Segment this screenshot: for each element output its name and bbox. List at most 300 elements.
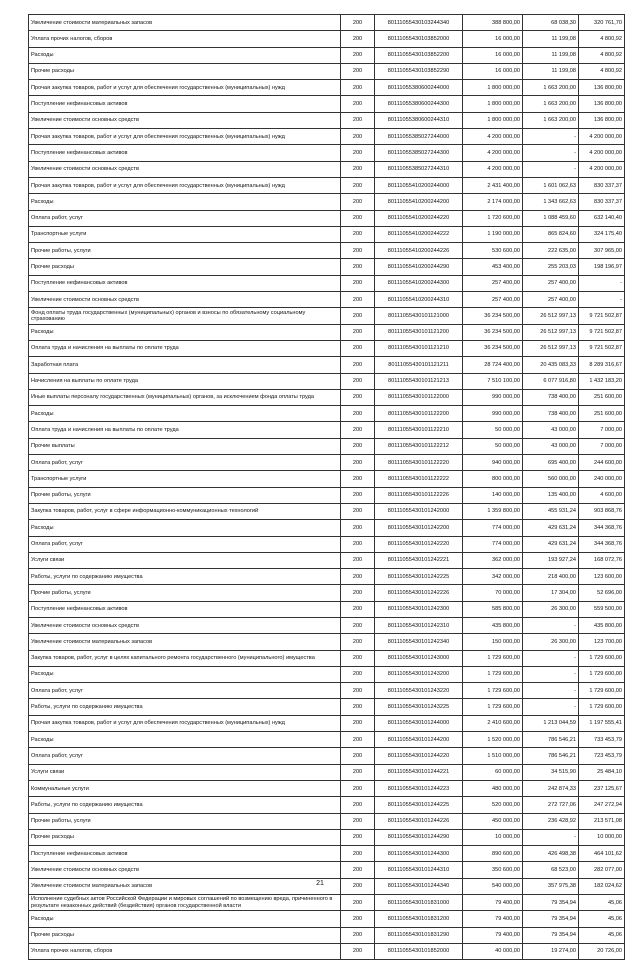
row-name: Закупка товаров, работ, услуг в сфере информационно-коммуникационных технологий xyxy=(29,503,341,519)
row-unexecuted-amount: 723 453,79 xyxy=(579,748,625,764)
table-row xyxy=(29,520,625,536)
row-unexecuted-amount: 136 800,00 xyxy=(579,96,625,112)
row-approved-amount: 1 800 000,00 xyxy=(463,96,523,112)
row-budget-code: 80111055430101243000 xyxy=(375,650,463,666)
row-name: Услуги связи xyxy=(29,552,341,568)
row-name: Поступление нефинансовых активов xyxy=(29,96,341,112)
row-unexecuted-amount: 45,06 xyxy=(579,911,625,927)
row-approved-amount: 28 724 400,00 xyxy=(463,357,523,373)
row-unexecuted-amount: 559 500,00 xyxy=(579,601,625,617)
table-row xyxy=(29,308,625,324)
expenses-table-body xyxy=(29,15,625,960)
row-line-code: 200 xyxy=(341,259,375,275)
row-name: Поступление нефинансовых активов xyxy=(29,145,341,161)
row-budget-code: 80111055430101122210 xyxy=(375,422,463,438)
row-line-code: 200 xyxy=(341,406,375,422)
row-budget-code: 80111055430101121000 xyxy=(375,308,463,324)
row-name: Оплата работ, услуг xyxy=(29,455,341,471)
row-name: Прочая закупка товаров, работ и услуг для обеспечения государственных (муниципальных) нужд xyxy=(29,129,341,145)
row-approved-amount: 50 000,00 xyxy=(463,438,523,454)
row-approved-amount: 1 720 600,00 xyxy=(463,210,523,226)
row-executed-amount: 255 203,03 xyxy=(523,259,579,275)
table-row xyxy=(29,177,625,193)
row-budget-code: 80111055410200244290 xyxy=(375,259,463,275)
row-executed-amount: 455 931,24 xyxy=(523,503,579,519)
table-row xyxy=(29,601,625,617)
row-executed-amount: 865 824,60 xyxy=(523,226,579,242)
budget-execution-sheet xyxy=(28,14,624,960)
row-approved-amount: 257 400,00 xyxy=(463,292,523,308)
row-unexecuted-amount: 282 077,00 xyxy=(579,862,625,878)
row-approved-amount: 70 000,00 xyxy=(463,585,523,601)
row-line-code: 200 xyxy=(341,797,375,813)
row-executed-amount: - xyxy=(523,617,579,633)
row-line-code: 200 xyxy=(341,210,375,226)
table-row xyxy=(29,15,625,31)
row-approved-amount: 1 729 600,00 xyxy=(463,666,523,682)
row-approved-amount: 60 000,00 xyxy=(463,764,523,780)
table-row xyxy=(29,275,625,291)
row-line-code: 200 xyxy=(341,373,375,389)
row-approved-amount: 7 510 100,00 xyxy=(463,373,523,389)
row-executed-amount: - xyxy=(523,161,579,177)
row-unexecuted-amount: 344 368,76 xyxy=(579,536,625,552)
row-name: Увеличение стоимости материальных запасов xyxy=(29,878,341,894)
row-line-code: 200 xyxy=(341,927,375,943)
row-line-code: 200 xyxy=(341,585,375,601)
row-approved-amount: 36 234 500,00 xyxy=(463,340,523,356)
row-line-code: 200 xyxy=(341,194,375,210)
row-unexecuted-amount: 1 729 600,00 xyxy=(579,650,625,666)
row-approved-amount: 16 000,00 xyxy=(463,47,523,63)
row-executed-amount: 738 400,00 xyxy=(523,389,579,405)
row-unexecuted-amount: 1 729 600,00 xyxy=(579,699,625,715)
row-executed-amount: 26 300,00 xyxy=(523,601,579,617)
row-approved-amount: 4 200 000,00 xyxy=(463,129,523,145)
table-row xyxy=(29,552,625,568)
row-unexecuted-amount: - xyxy=(579,292,625,308)
table-row xyxy=(29,471,625,487)
row-name: Увеличение стоимости основных средств xyxy=(29,617,341,633)
row-budget-code: 80111055430101244000 xyxy=(375,715,463,731)
row-unexecuted-amount: 324 175,40 xyxy=(579,226,625,242)
row-unexecuted-amount: 247 272,94 xyxy=(579,797,625,813)
table-row xyxy=(29,585,625,601)
table-row xyxy=(29,340,625,356)
row-budget-code: 80111055430101242220 xyxy=(375,536,463,552)
row-unexecuted-amount: 464 101,62 xyxy=(579,846,625,862)
row-budget-code: 80111055430101121200 xyxy=(375,324,463,340)
row-approved-amount: 1 510 000,00 xyxy=(463,748,523,764)
row-budget-code: 80111055430101122220 xyxy=(375,455,463,471)
row-executed-amount: 426 498,38 xyxy=(523,846,579,862)
row-budget-code: 80111055385027244300 xyxy=(375,145,463,161)
row-budget-code: 80111055430101122212 xyxy=(375,438,463,454)
row-name: Прочие расходы xyxy=(29,259,341,275)
row-name: Увеличение стоимости основных средств xyxy=(29,161,341,177)
row-line-code: 200 xyxy=(341,487,375,503)
row-name: Работы, услуги по содержанию имущества xyxy=(29,797,341,813)
row-approved-amount: 1 800 000,00 xyxy=(463,80,523,96)
row-budget-code: 80111055410200244000 xyxy=(375,177,463,193)
row-unexecuted-amount: 4 600,00 xyxy=(579,487,625,503)
table-row xyxy=(29,487,625,503)
row-budget-code: 80111055430101121213 xyxy=(375,373,463,389)
row-line-code: 200 xyxy=(341,226,375,242)
row-budget-code: 80111055410200244200 xyxy=(375,194,463,210)
row-budget-code: 80111055430101244290 xyxy=(375,829,463,845)
row-budget-code: 80111055430101122226 xyxy=(375,487,463,503)
row-executed-amount: 11 199,08 xyxy=(523,31,579,47)
row-approved-amount: 257 400,00 xyxy=(463,275,523,291)
row-name: Расходы xyxy=(29,911,341,927)
row-approved-amount: 36 234 500,00 xyxy=(463,324,523,340)
row-approved-amount: 453 400,00 xyxy=(463,259,523,275)
row-unexecuted-amount: 45,06 xyxy=(579,895,625,911)
row-line-code: 200 xyxy=(341,15,375,31)
row-approved-amount: 1 729 600,00 xyxy=(463,650,523,666)
row-name: Увеличение стоимости материальных запасов xyxy=(29,634,341,650)
table-row xyxy=(29,634,625,650)
row-line-code: 200 xyxy=(341,438,375,454)
row-budget-code: 80111055430103852200 xyxy=(375,47,463,63)
row-budget-code: 80111055430101242340 xyxy=(375,634,463,650)
table-row xyxy=(29,96,625,112)
table-row xyxy=(29,797,625,813)
row-executed-amount: 11 199,08 xyxy=(523,47,579,63)
table-row xyxy=(29,666,625,682)
row-line-code: 200 xyxy=(341,764,375,780)
row-approved-amount: 520 000,00 xyxy=(463,797,523,813)
row-unexecuted-amount: 903 868,76 xyxy=(579,503,625,519)
table-row xyxy=(29,911,625,927)
row-line-code: 200 xyxy=(341,129,375,145)
table-row xyxy=(29,503,625,519)
row-name: Расходы xyxy=(29,324,341,340)
row-budget-code: 80111055430101242000 xyxy=(375,503,463,519)
table-row xyxy=(29,862,625,878)
row-line-code: 200 xyxy=(341,357,375,373)
row-line-code: 200 xyxy=(341,536,375,552)
row-name: Оплата работ, услуг xyxy=(29,683,341,699)
row-unexecuted-amount: 136 800,00 xyxy=(579,80,625,96)
row-approved-amount: 40 000,00 xyxy=(463,943,523,959)
table-row xyxy=(29,406,625,422)
row-name: Иные выплаты персоналу государственных (муниципальных) органов, за исключением фонда оплаты труда xyxy=(29,389,341,405)
row-line-code: 200 xyxy=(341,112,375,128)
row-executed-amount: 193 927,24 xyxy=(523,552,579,568)
row-unexecuted-amount: 10 000,00 xyxy=(579,829,625,845)
row-approved-amount: 16 000,00 xyxy=(463,31,523,47)
row-budget-code: 80111055380600244000 xyxy=(375,80,463,96)
table-row xyxy=(29,259,625,275)
row-approved-amount: 4 200 000,00 xyxy=(463,145,523,161)
row-line-code: 200 xyxy=(341,96,375,112)
expenses-table xyxy=(28,14,625,960)
row-budget-code: 80111055385027244000 xyxy=(375,129,463,145)
row-executed-amount: 786 546,21 xyxy=(523,732,579,748)
row-executed-amount: 1 663 200,00 xyxy=(523,112,579,128)
row-budget-code: 80111055380600244310 xyxy=(375,112,463,128)
table-row xyxy=(29,617,625,633)
row-unexecuted-amount: 830 337,37 xyxy=(579,194,625,210)
row-line-code: 200 xyxy=(341,471,375,487)
row-budget-code: 80111055410200244226 xyxy=(375,243,463,259)
row-budget-code: 80111055430101831290 xyxy=(375,927,463,943)
row-line-code: 200 xyxy=(341,732,375,748)
row-line-code: 200 xyxy=(341,503,375,519)
table-row xyxy=(29,129,625,145)
row-name: Расходы xyxy=(29,666,341,682)
row-executed-amount: 68 523,00 xyxy=(523,862,579,878)
row-executed-amount: 272 727,06 xyxy=(523,797,579,813)
row-approved-amount: 1 359 800,00 xyxy=(463,503,523,519)
row-approved-amount: 450 000,00 xyxy=(463,813,523,829)
row-name: Фонд оплаты труда государственных (муниципальных) органов и взносы по обязательному социальному страхованию xyxy=(29,308,341,324)
row-line-code: 200 xyxy=(341,780,375,796)
table-row xyxy=(29,80,625,96)
row-line-code: 200 xyxy=(341,177,375,193)
row-line-code: 200 xyxy=(341,878,375,894)
row-executed-amount: 68 038,30 xyxy=(523,15,579,31)
row-name: Прочие работы, услуги xyxy=(29,243,341,259)
row-approved-amount: 16 000,00 xyxy=(463,63,523,79)
row-executed-amount: 11 199,08 xyxy=(523,63,579,79)
row-executed-amount: 357 975,38 xyxy=(523,878,579,894)
row-budget-code: 80111055430101852000 xyxy=(375,943,463,959)
row-budget-code: 80111055410200244222 xyxy=(375,226,463,242)
row-approved-amount: 362 000,00 xyxy=(463,552,523,568)
row-name: Работы, услуги по содержанию имущества xyxy=(29,699,341,715)
row-executed-amount: 26 300,00 xyxy=(523,634,579,650)
row-approved-amount: 774 000,00 xyxy=(463,520,523,536)
row-executed-amount: 26 512 997,13 xyxy=(523,340,579,356)
row-approved-amount: 2 174 000,00 xyxy=(463,194,523,210)
row-approved-amount: 79 400,00 xyxy=(463,927,523,943)
row-unexecuted-amount: 1 432 183,20 xyxy=(579,373,625,389)
table-row xyxy=(29,895,625,911)
row-executed-amount: 135 400,00 xyxy=(523,487,579,503)
row-name: Прочие расходы xyxy=(29,927,341,943)
row-executed-amount: 43 000,00 xyxy=(523,438,579,454)
row-name: Прочие выплаты xyxy=(29,438,341,454)
row-budget-code: 80111055430101242310 xyxy=(375,617,463,633)
row-name: Увеличение стоимости основных средств xyxy=(29,292,341,308)
table-row xyxy=(29,846,625,862)
row-budget-code: 80111055430101242221 xyxy=(375,552,463,568)
row-name: Прочие расходы xyxy=(29,63,341,79)
row-approved-amount: 435 800,00 xyxy=(463,617,523,633)
table-row xyxy=(29,732,625,748)
row-budget-code: 80111055430101244200 xyxy=(375,732,463,748)
row-budget-code: 80111055430101242200 xyxy=(375,520,463,536)
table-row xyxy=(29,422,625,438)
row-line-code: 200 xyxy=(341,617,375,633)
table-row xyxy=(29,829,625,845)
row-budget-code: 80111055430101831000 xyxy=(375,895,463,911)
table-row xyxy=(29,748,625,764)
row-executed-amount: 786 546,21 xyxy=(523,748,579,764)
row-line-code: 200 xyxy=(341,47,375,63)
row-unexecuted-amount: 240 000,00 xyxy=(579,471,625,487)
row-unexecuted-amount: 251 600,00 xyxy=(579,406,625,422)
table-row xyxy=(29,683,625,699)
row-executed-amount: 429 631,24 xyxy=(523,536,579,552)
table-row xyxy=(29,292,625,308)
row-name: Транспортные услуги xyxy=(29,471,341,487)
row-executed-amount: 218 400,00 xyxy=(523,569,579,585)
table-row xyxy=(29,357,625,373)
row-unexecuted-amount: 52 696,00 xyxy=(579,585,625,601)
row-budget-code: 80111055430101243220 xyxy=(375,683,463,699)
row-line-code: 200 xyxy=(341,683,375,699)
row-unexecuted-amount: 237 125,67 xyxy=(579,780,625,796)
row-budget-code: 80111055430101242225 xyxy=(375,569,463,585)
table-row xyxy=(29,194,625,210)
row-name: Оплата труда и начисления на выплаты по оплате труда xyxy=(29,340,341,356)
row-approved-amount: 10 000,00 xyxy=(463,829,523,845)
row-budget-code: 80111055385027244310 xyxy=(375,161,463,177)
row-executed-amount: 429 631,24 xyxy=(523,520,579,536)
row-executed-amount: 738 400,00 xyxy=(523,406,579,422)
row-line-code: 200 xyxy=(341,895,375,911)
table-row xyxy=(29,536,625,552)
row-budget-code: 80111055430101243200 xyxy=(375,666,463,682)
row-line-code: 200 xyxy=(341,243,375,259)
row-line-code: 200 xyxy=(341,552,375,568)
row-line-code: 200 xyxy=(341,161,375,177)
row-unexecuted-amount: 4 200 000,00 xyxy=(579,145,625,161)
row-unexecuted-amount: 45,06 xyxy=(579,927,625,943)
row-line-code: 200 xyxy=(341,699,375,715)
table-row xyxy=(29,650,625,666)
row-name: Расходы xyxy=(29,520,341,536)
row-executed-amount: 79 354,94 xyxy=(523,911,579,927)
row-approved-amount: 890 600,00 xyxy=(463,846,523,862)
page-number: 21 xyxy=(316,880,324,887)
row-unexecuted-amount: 7 000,00 xyxy=(579,438,625,454)
row-unexecuted-amount: 9 721 502,87 xyxy=(579,308,625,324)
row-unexecuted-amount: - xyxy=(579,275,625,291)
row-name: Транспортные услуги xyxy=(29,226,341,242)
table-row xyxy=(29,373,625,389)
row-name: Увеличение стоимости материальных запасов xyxy=(29,15,341,31)
row-executed-amount: - xyxy=(523,650,579,666)
row-budget-code: 80111055430101244310 xyxy=(375,862,463,878)
row-budget-code: 80111055430103852000 xyxy=(375,31,463,47)
row-name: Увеличение стоимости основных средств xyxy=(29,112,341,128)
row-unexecuted-amount: 307 965,00 xyxy=(579,243,625,259)
row-line-code: 200 xyxy=(341,422,375,438)
row-approved-amount: 79 400,00 xyxy=(463,911,523,927)
row-approved-amount: 342 000,00 xyxy=(463,569,523,585)
row-executed-amount: 222 635,00 xyxy=(523,243,579,259)
row-approved-amount: 774 000,00 xyxy=(463,536,523,552)
row-unexecuted-amount: 182 024,62 xyxy=(579,878,625,894)
table-row xyxy=(29,438,625,454)
table-row xyxy=(29,63,625,79)
row-executed-amount: 43 000,00 xyxy=(523,422,579,438)
row-executed-amount: - xyxy=(523,699,579,715)
table-row xyxy=(29,210,625,226)
row-approved-amount: 1 190 000,00 xyxy=(463,226,523,242)
row-line-code: 200 xyxy=(341,145,375,161)
row-line-code: 200 xyxy=(341,846,375,862)
row-unexecuted-amount: 320 761,70 xyxy=(579,15,625,31)
row-line-code: 200 xyxy=(341,813,375,829)
row-executed-amount: 236 428,92 xyxy=(523,813,579,829)
row-unexecuted-amount: 4 200 000,00 xyxy=(579,129,625,145)
row-name: Исполнение судебных актов Российской Федерации и мировых соглашений по возмещению вреда, причиненного в результате незаконных действий (бездействия) органов государственной власти xyxy=(29,895,341,911)
row-unexecuted-amount: 344 368,76 xyxy=(579,520,625,536)
table-row xyxy=(29,715,625,731)
row-approved-amount: 800 000,00 xyxy=(463,471,523,487)
row-budget-code: 80111055430101244223 xyxy=(375,780,463,796)
row-unexecuted-amount: 9 721 502,87 xyxy=(579,324,625,340)
row-unexecuted-amount: 20 726,00 xyxy=(579,943,625,959)
row-executed-amount: 19 274,00 xyxy=(523,943,579,959)
row-approved-amount: 4 200 000,00 xyxy=(463,161,523,177)
row-approved-amount: 990 000,00 xyxy=(463,406,523,422)
row-name: Уплата прочих налогов, сборов xyxy=(29,943,341,959)
row-name: Прочая закупка товаров, работ и услуг для обеспечения государственных (муниципальных) нужд xyxy=(29,80,341,96)
row-executed-amount: 242 874,33 xyxy=(523,780,579,796)
row-budget-code: 80111055430103852290 xyxy=(375,63,463,79)
row-budget-code: 80111055430103244340 xyxy=(375,15,463,31)
row-unexecuted-amount: 123 600,00 xyxy=(579,569,625,585)
row-name: Работы, услуги по содержанию имущества xyxy=(29,569,341,585)
row-line-code: 200 xyxy=(341,666,375,682)
row-approved-amount: 990 000,00 xyxy=(463,389,523,405)
row-name: Поступление нефинансовых активов xyxy=(29,601,341,617)
row-approved-amount: 50 000,00 xyxy=(463,422,523,438)
row-line-code: 200 xyxy=(341,275,375,291)
row-executed-amount: 695 400,00 xyxy=(523,455,579,471)
row-name: Прочие расходы xyxy=(29,829,341,845)
table-row xyxy=(29,699,625,715)
row-approved-amount: 140 000,00 xyxy=(463,487,523,503)
row-line-code: 200 xyxy=(341,455,375,471)
row-approved-amount: 1 729 600,00 xyxy=(463,683,523,699)
row-approved-amount: 480 000,00 xyxy=(463,780,523,796)
row-approved-amount: 1 520 000,00 xyxy=(463,732,523,748)
table-row xyxy=(29,47,625,63)
row-budget-code: 80111055430101244300 xyxy=(375,846,463,862)
table-row xyxy=(29,780,625,796)
row-approved-amount: 79 400,00 xyxy=(463,895,523,911)
row-unexecuted-amount: 8 289 316,67 xyxy=(579,357,625,373)
row-line-code: 200 xyxy=(341,292,375,308)
row-approved-amount: 150 000,00 xyxy=(463,634,523,650)
row-unexecuted-amount: 4 800,92 xyxy=(579,31,625,47)
row-name: Прочие работы, услуги xyxy=(29,585,341,601)
row-line-code: 200 xyxy=(341,829,375,845)
table-row xyxy=(29,455,625,471)
row-executed-amount: 560 000,00 xyxy=(523,471,579,487)
table-row xyxy=(29,112,625,128)
row-executed-amount: 257 400,00 xyxy=(523,275,579,291)
table-row xyxy=(29,161,625,177)
row-executed-amount: 20 435 083,33 xyxy=(523,357,579,373)
row-unexecuted-amount: 1 197 555,41 xyxy=(579,715,625,731)
table-row xyxy=(29,943,625,959)
row-budget-code: 80111055430101243225 xyxy=(375,699,463,715)
row-unexecuted-amount: 9 721 502,87 xyxy=(579,340,625,356)
row-approved-amount: 388 800,00 xyxy=(463,15,523,31)
row-budget-code: 80111055430101242300 xyxy=(375,601,463,617)
row-executed-amount: 79 354,94 xyxy=(523,895,579,911)
row-name: Расходы xyxy=(29,406,341,422)
